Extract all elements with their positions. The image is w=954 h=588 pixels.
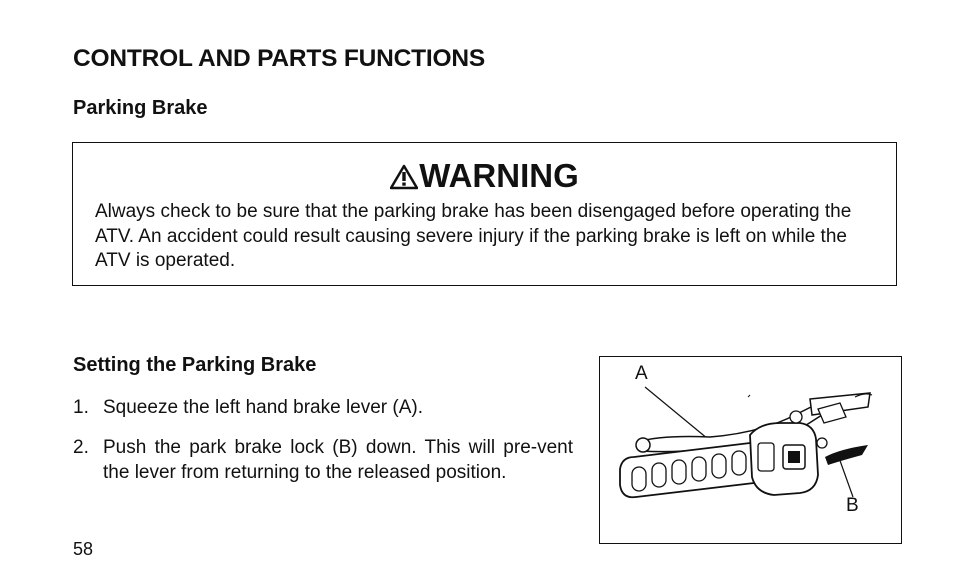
brake-lever-figure xyxy=(599,356,902,544)
warning-box xyxy=(72,142,897,286)
step-number: 1. xyxy=(73,397,89,418)
setting-parking-brake-heading: Setting the Parking Brake xyxy=(73,354,317,376)
list-item xyxy=(73,395,573,420)
callout-a-label: A xyxy=(635,363,648,384)
callout-b-label: B xyxy=(846,495,859,516)
warning-triangle-icon xyxy=(390,164,418,190)
parking-brake-heading: Parking Brake xyxy=(73,97,208,119)
warning-heading xyxy=(73,157,896,195)
page-number: 58 xyxy=(73,539,94,559)
step-number: 2. xyxy=(73,437,89,458)
list-item xyxy=(73,435,573,485)
step-text: Squeeze the left hand brake lever (A). xyxy=(103,397,424,418)
step-text: Push the park brake lock (B) down. This will pre-vent the lever from returning to the released position. xyxy=(103,437,573,483)
section-title: CONTROL AND PARTS FUNCTIONS xyxy=(73,45,485,72)
warning-text: Always check to be sure that the parking brake has been disengaged before operating the ATV. An accident could result causing severe injury if the parking brake is left on while the ATV is operated. xyxy=(95,201,852,271)
warning-heading-text: WARNING xyxy=(419,157,579,194)
